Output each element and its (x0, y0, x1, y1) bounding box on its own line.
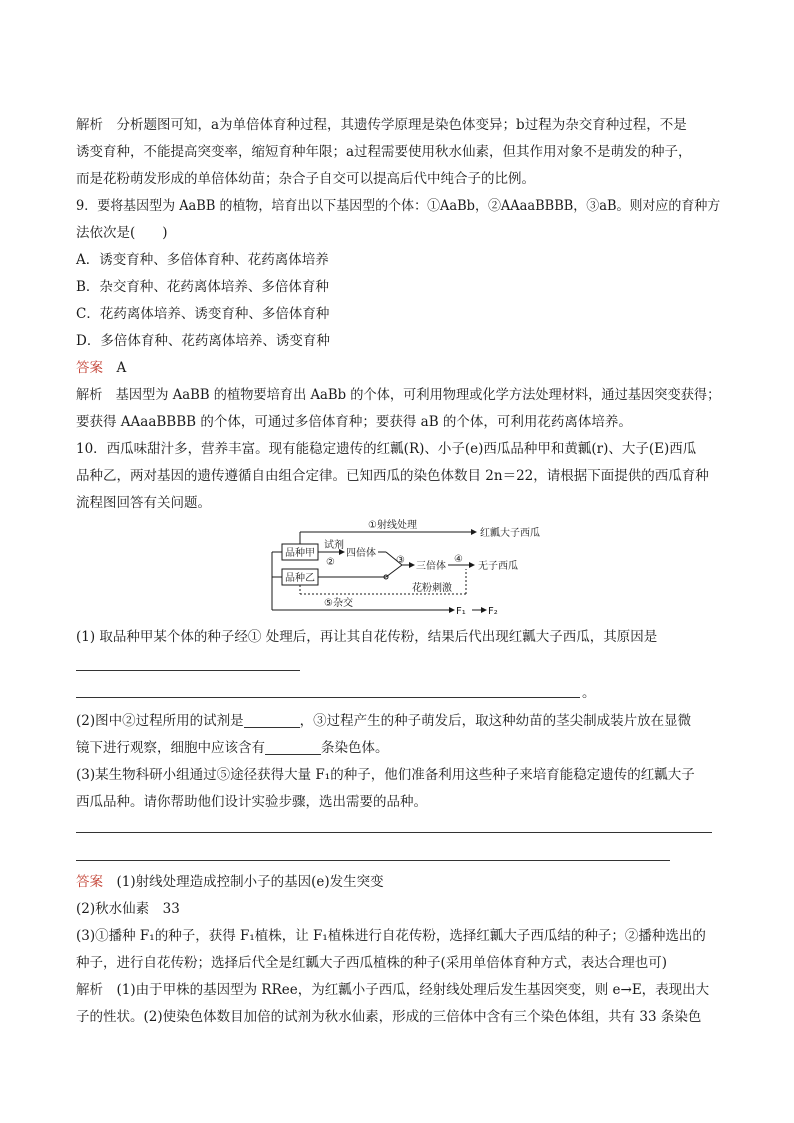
q10-answer-line2: (2)秋水仙素 33 (76, 901, 180, 917)
reagent-blank[interactable] (244, 713, 300, 728)
q10-stem-line1: 10．西瓜味甜汁多，营养丰富。现有能稳定遗传的红瓤(R)、小子(e)西瓜品种甲和黄瓤(r)、大子(E)西瓜 (76, 441, 697, 457)
tetraploid-label: 四倍体 (346, 548, 376, 559)
q9-option-a: A．诱变育种、多倍体育种、花药离体培养 (76, 252, 329, 268)
q10-sub1-end: 。 (582, 685, 596, 701)
q9-answer (76, 359, 126, 377)
answer-label: 答案 (76, 360, 103, 376)
result-red-large-seed: 红瓤大子西瓜 (480, 528, 540, 539)
triploid-label: 三倍体 (416, 561, 446, 572)
q10-answer-line4: 种子，进行自花传粉；选择后代全是红瓤大子西瓜植株的种子(采用单倍体育种方式，表达合理也可) (76, 955, 668, 971)
q10-sub3-line2: 西瓜品种。请你帮助他们设计实验步骤，选出需要的品种。 (76, 794, 427, 810)
step4-label: ④ (454, 554, 463, 565)
step2-label: ② (326, 557, 335, 568)
q9-option-b: B．杂交育种、花药离体培养、多倍体育种 (76, 279, 329, 295)
q10-sub1-stem: (1) 取品种甲某个体的种子经① 处理后，再让其自花传粉，结果后代出现红瓤大子西瓜，其原因是 (76, 629, 658, 645)
q10-answer-line1: 答案 (1)射线处理造成控制小子的基因(e)发生突变 (76, 874, 384, 890)
q9-analysis-line1: 解析 基因型为 AaBB 的植物要培育出 AaBb 的个体，可利用物理或化学方法处理材料，通过基因突变获得； (76, 387, 721, 403)
q10-sub3-line1: (3)某生物科研小组通过⑤途径获得大量 F₁的种子，他们准备利用这些种子来培育能稳定遗传的红瓤大子 (76, 767, 695, 783)
step3-label: ③ (396, 555, 405, 566)
q10-answer-line3: (3)①播种 F₁的种子，获得 F₁植株，让 F₁植株进行自花传粉，选择红瓤大子西瓜结的种子；②播种选出的 (76, 928, 706, 944)
analysis-label: 解析 (76, 117, 103, 133)
q9-stem-line1: 9．要将基因型为 AaBB 的植物，培育出以下基因型的个体：①AaBb，②AAaaBBBB，③aB。则对应的育种方 (76, 198, 721, 214)
answer-blank-line[interactable] (76, 860, 670, 861)
seedless-label: 无子西瓜 (478, 561, 518, 572)
q9-stem-line2: 法依次是( ) (76, 225, 168, 241)
answer-blank-line[interactable] (76, 697, 580, 698)
pollen-label: 花粉刺激 (412, 583, 452, 594)
q10-sub2-line1: (2)图中②过程所用的试剂是 ，③过程产生的种子萌发后，取这种幼苗的茎尖制成装片放在显微 (76, 713, 692, 729)
step5-label: ⑤杂交 (324, 598, 353, 609)
analysis-label: 解析 (76, 982, 103, 998)
q8-analysis-line2: 诱变育种，不能提高突变率，缩短育种年限；a过程需要使用秋水仙素，但其作用对象不是萌发的种子， (76, 144, 692, 160)
q9-analysis-line2: 要获得 AAaaBBBB 的个体，可通过多倍体育种；要获得 aB 的个体，可利用花药离体培养。 (76, 414, 632, 430)
variety-a-label: 品种甲 (285, 548, 315, 559)
q9-option-d: D．多倍体育种、花药离体培养、诱变育种 (76, 333, 330, 349)
q8-analysis-line1: 解析 分析题图可知，a为单倍体育种过程，其遗传学原理是染色体变异；b过程为杂交育种过程，不是 (76, 117, 687, 133)
reagent-label: 试剂 (324, 540, 344, 551)
q9-answer-value: A (116, 360, 127, 376)
q9-option-c: C．花药离体培养、诱变育种、多倍体育种 (76, 306, 330, 322)
q10-analysis-line1: 解析 (1)由于甲株的基因型为 RRee，为红瓤小子西瓜，经射线处理后发生基因突变，则 e→E，表现出大 (76, 982, 710, 998)
f2-label: F₂ (488, 606, 498, 616)
chromosome-count-blank[interactable] (265, 740, 321, 755)
q10-stem-line2: 品种乙，两对基因的遗传遵循自由组合定律。已知西瓜的染色体数目 2n＝22，请根据下面提供的西瓜育种 (76, 468, 709, 484)
breeding-flowchart (240, 516, 550, 616)
answer-label: 答案 (76, 874, 103, 890)
step1-label: ①射线处理 (368, 520, 417, 531)
answer-blank-line[interactable] (76, 832, 712, 833)
analysis-label: 解析 (76, 387, 103, 403)
q10-analysis-line2: 子的性状。(2)使染色体数目加倍的试剂为秋水仙素，形成的三倍体中含有三个染色体组，共有 33 条染色 (76, 1009, 702, 1025)
q8-analysis-line3: 而是花粉萌发形成的单倍体幼苗；杂合子自交可以提高后代中纯合子的比例。 (76, 171, 535, 187)
variety-b-label: 品种乙 (285, 573, 315, 584)
answer-blank-line[interactable] (76, 670, 300, 671)
q10-sub2-line2: 镜下进行观察，细胞中应该含有 条染色体。 (76, 740, 389, 756)
q10-stem-line3: 流程图回答有关问题。 (76, 495, 211, 511)
f1-label: F₁ (456, 606, 466, 616)
